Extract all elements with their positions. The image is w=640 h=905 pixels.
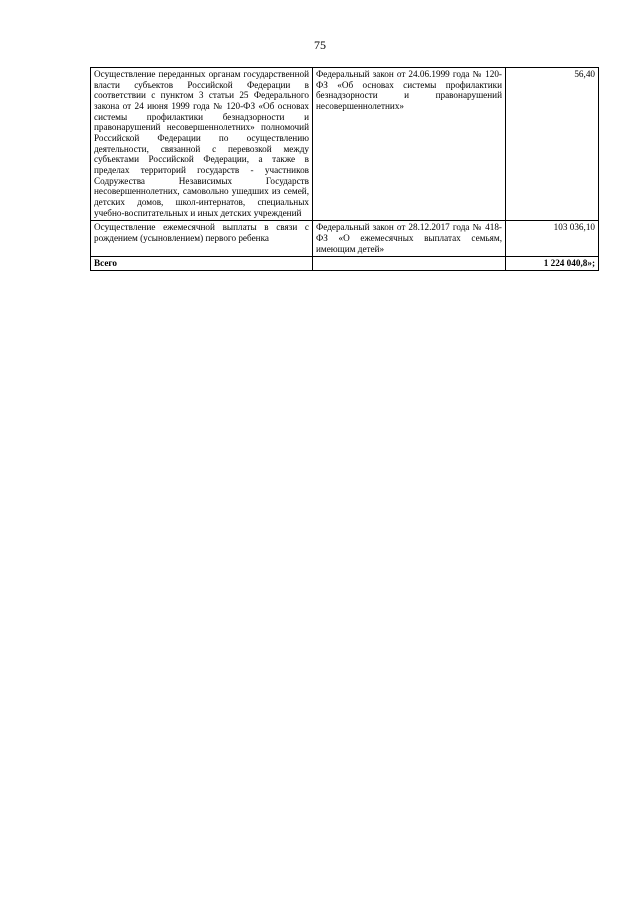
row-name-cell: Осуществление ежемесячной выплаты в связи с рождением (усыновлением) первого ребенка: [91, 221, 313, 257]
table-row: [91, 68, 599, 221]
budget-table: [90, 67, 599, 271]
row-amount-cell: 56,40: [506, 68, 599, 221]
page-number: 75: [314, 38, 326, 52]
total-amount-cell: 1 224 040,8»;: [506, 257, 599, 271]
row-law-cell: Федеральный закон от 28.12.2017 года № 418-ФЗ «О ежемесячных выплатах семьям, имеющим детей»: [313, 221, 506, 257]
row-name-cell: Осуществление переданных органам государственной власти субъектов Российской Федерации в соответствии с пунктом 3 статьи 25 Федерального закона от 24 июня 1999 года № 120-ФЗ «Об основах системы профилактики безнадзорности и правонарушений несовершеннолетних» полномочий Российской Федерации по осуществлению деятельности, связанной с перевозкой между субъектами Российской Федерации, а также в пределах территорий государств - участников Содружества Независимых Государств несовершеннолетних, самовольно ушедших из семей, детских домов, школ-интернатов, специальных учебно-воспитательных и иных детских учреждений: [91, 68, 313, 221]
row-law-cell: Федеральный закон от 24.06.1999 года № 120-ФЗ «Об основах системы профилактики безнадзорности и правонарушений несовершеннолетних»: [313, 68, 506, 221]
total-row: [91, 257, 599, 271]
total-label-cell: Всего: [91, 257, 313, 271]
total-law-cell: [313, 257, 506, 271]
table-row: [91, 221, 599, 257]
row-amount-cell: 103 036,10: [506, 221, 599, 257]
